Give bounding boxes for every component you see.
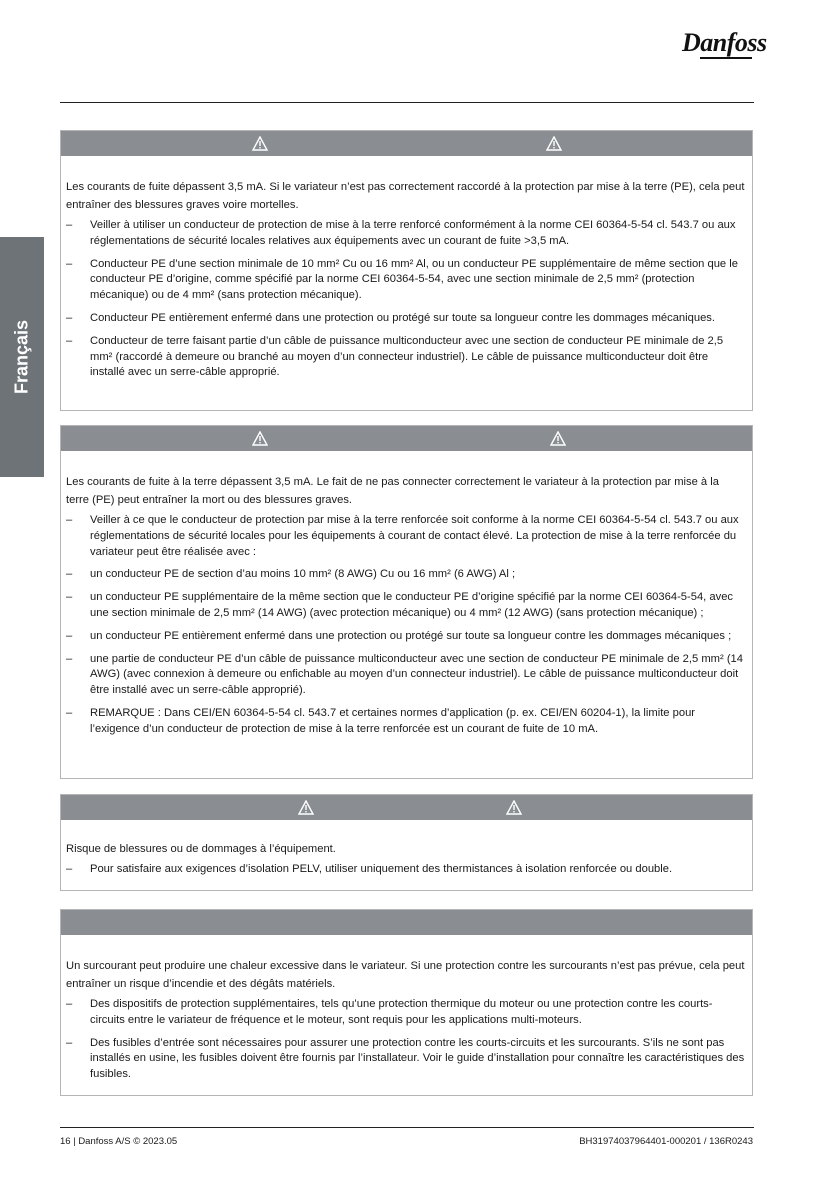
list-item: – un conducteur PE supplémentaire de la même section que le conducteur PE d’origine spécifié par la norme CEI 60364-5-54, avec une section minimale de 2,5 mm² (14 AWG) (avec protection mécanique) ou 4 mm² (12 AWG) (sans protection mécanique) ; [66, 590, 745, 622]
notice-box [60, 909, 753, 1096]
warning-intro: Les courants de fuite dépassent 3,5 mA. Si le variateur n’est pas correctement raccordé à la protection par mise à la terre (PE), cela peut entraîner des blessures graves voire mortelles. [66, 181, 745, 211]
caution-header-bar [61, 795, 752, 820]
notice-intro: Un surcourant peut produire une chaleur excessive dans le variateur. Si une protection contre les surcourants n’est pas prévue, cela peut entraîner un risque d’incendie et des dégâts matériels. [66, 960, 745, 990]
list-item: – Conducteur PE d’une section minimale de 10 mm² Cu ou 16 mm² Al, ou un conducteur PE supplémentaire de même section que le conducteur PE d’origine, comme spécifié par la norme CEI 60364-5-54, avec une section minimale de 2,5 mm² (protection mécanique) ou de 4 mm² (sans protection mécanique). [66, 257, 745, 304]
language-label: Français [11, 319, 32, 395]
caution-intro: Risque de blessures ou de dommages à l’équipement. [66, 843, 336, 855]
warning-body [61, 451, 752, 738]
warning-header-bar [61, 131, 752, 156]
list-item: – un conducteur PE entièrement enfermé dans une protection ou protégé sur toute sa longueur contre les dommages mécaniques ; [66, 629, 745, 645]
caution-body [61, 820, 752, 878]
list-item: – REMARQUE : Dans CEI/EN 60364-5-54 cl. 543.7 et certaines normes d’application (p. ex. CEI/EN 60204-1), la limite pour l’exigence d’un conducteur de protection de mise à la terre renforcée est un courant de fuite de 10 mA. [66, 706, 745, 738]
list-item: – Veiller à utiliser un conducteur de protection de mise à la terre renforcé conformément à la norme CEI 60364-5-54 cl. 543.7 ou aux réglementations de sécurité locales relatives aux équipements avec un courant de fuite >3,5 mA. [66, 218, 745, 250]
warning-triangle-icon [550, 431, 566, 446]
warning-triangle-icon [252, 136, 268, 151]
list-item: – Conducteur PE entièrement enfermé dans une protection ou protégé sur toute sa longueur contre les dommages mécaniques. [66, 311, 745, 327]
list-item: – Pour satisfaire aux exigences d’isolation PELV, utiliser uniquement des thermistances à isolation renforcée ou double. [66, 862, 745, 878]
footer-doc-code: BH31974037964401-000201 / 136R0243 [579, 1136, 753, 1147]
warning-triangle-icon [506, 800, 522, 815]
list-item: – Conducteur de terre faisant partie d’un câble de puissance multiconducteur avec une section de conducteur PE minimale de 2,5 mm² (raccordé à demeure ou branché au moyen d’un connecteur industriel). Le câble de puissance multiconducteur doit être installé avec un serre-câble approprié. [66, 334, 745, 381]
warning-box-2 [60, 425, 753, 779]
warning-intro: Les courants de fuite à la terre dépassent 3,5 mA. Le fait de ne pas connecter correctement le variateur à la protection par mise à la terre (PE) peut entraîner la mort ou des blessures graves. [66, 476, 719, 506]
footer-divider [60, 1127, 754, 1128]
warning-header-bar [61, 426, 752, 451]
warning-body [61, 156, 752, 381]
warning-list [66, 218, 745, 381]
danfoss-logo: Danfoss [682, 28, 767, 57]
list-item: – un conducteur PE de section d’au moins 10 mm² (8 AWG) Cu ou 16 mm² (6 AWG) Al ; [66, 567, 745, 583]
caution-box [60, 794, 753, 891]
notice-body [61, 935, 752, 1083]
caution-list [66, 862, 745, 878]
header-divider [60, 102, 754, 103]
footer-page-info: 16 | Danfoss A/S © 2023.05 [60, 1136, 178, 1147]
warning-triangle-icon [546, 136, 562, 151]
warning-list [66, 513, 745, 738]
list-item: – Veiller à ce que le conducteur de protection par mise à la terre renforcée soit conforme à la norme CEI 60364-5-54 cl. 543.7 ou aux réglementations de sécurité locales pour les équipements à courant de contact élevé. La protection de mise à la terre renforcée du variateur peut être réalisée avec : [66, 513, 745, 560]
list-item: – Des fusibles d’entrée sont nécessaires pour assurer une protection contre les courts-circuits et les surcourants. S’ils ne sont pas installés en usine, les fusibles doivent être fournis par l’installateur. Voir le guide d’installation pour connaître les caractéristiques des fusibles. [66, 1036, 745, 1083]
warning-triangle-icon [298, 800, 314, 815]
notice-header-bar [61, 910, 752, 935]
notice-list [66, 997, 745, 1083]
language-side-tab [0, 237, 44, 477]
warning-box-1 [60, 130, 753, 411]
warning-triangle-icon [252, 431, 268, 446]
list-item: – Des dispositifs de protection supplémentaires, tels qu’une protection thermique du moteur ou une protection contre les courts-circuits entre le variateur de fréquence et le moteur, sont requis pour les applications multi-moteurs. [66, 997, 745, 1029]
list-item: – une partie de conducteur PE d’un câble de puissance multiconducteur avec une section de conducteur PE minimale de 2,5 mm² (14 AWG) (avec connexion à demeure ou enfichable au moyen d’un connecteur industriel). Le câble de puissance multiconducteur doit être installé avec un serre-câble approprié). [66, 652, 745, 699]
logo-underline [700, 57, 752, 59]
